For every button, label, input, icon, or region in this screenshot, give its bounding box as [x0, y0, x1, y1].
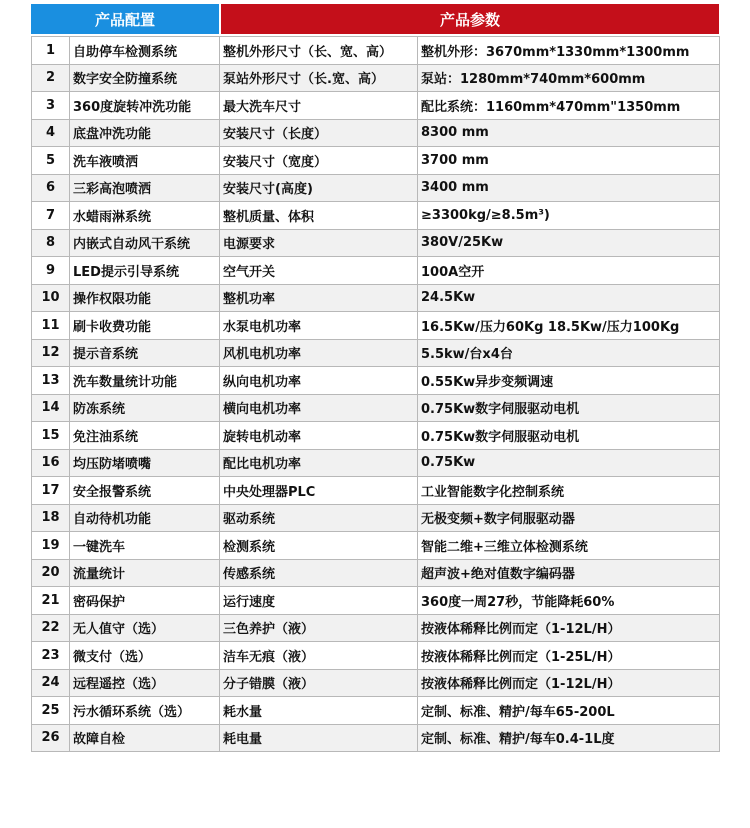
- row-number: 16: [32, 449, 70, 477]
- row-number: 26: [32, 724, 70, 752]
- config-feature: 水蜡雨淋系统: [70, 202, 220, 230]
- table-row: [32, 614, 720, 642]
- config-feature: LED提示引导系统: [70, 257, 220, 285]
- spec-table-body: [32, 37, 720, 752]
- product-config-header: 产品配置: [31, 4, 219, 34]
- table-row: [32, 312, 720, 340]
- param-name: 最大洗车尺寸: [220, 92, 418, 120]
- param-value: 按液体稀释比例而定（1-12L/H）: [418, 669, 720, 697]
- param-value: 380V/25Kw: [418, 229, 720, 257]
- config-feature: 一键洗车: [70, 532, 220, 560]
- param-name: 安装尺寸(高度): [220, 174, 418, 202]
- row-number: 21: [32, 587, 70, 615]
- table-row: [32, 532, 720, 560]
- row-number: 19: [32, 532, 70, 560]
- param-value: 超声波+绝对值数字编码器: [418, 559, 720, 587]
- row-number: 18: [32, 504, 70, 532]
- table-row: [32, 174, 720, 202]
- param-name: 中央处理器PLC: [220, 477, 418, 505]
- param-name: 整机外形尺寸（长、宽、高）: [220, 37, 418, 65]
- table-row: [32, 697, 720, 725]
- row-number: 24: [32, 669, 70, 697]
- param-name: 分子错膜（液）: [220, 669, 418, 697]
- config-feature: 洗车液喷洒: [70, 147, 220, 175]
- param-value: 配比系统：1160mm*470mm"1350mm: [418, 92, 720, 120]
- row-number: 2: [32, 64, 70, 92]
- config-feature: 安全报警系统: [70, 477, 220, 505]
- config-feature: 自动待机功能: [70, 504, 220, 532]
- param-value: 泵站：1280mm*740mm*600mm: [418, 64, 720, 92]
- config-feature: 提示音系统: [70, 339, 220, 367]
- table-row: [32, 284, 720, 312]
- param-name: 旋转电机动率: [220, 422, 418, 450]
- table-row: [32, 449, 720, 477]
- table-row: [32, 229, 720, 257]
- row-number: 12: [32, 339, 70, 367]
- row-number: 6: [32, 174, 70, 202]
- row-number: 22: [32, 614, 70, 642]
- param-value: 工业智能数字化控制系统: [418, 477, 720, 505]
- config-feature: 密码保护: [70, 587, 220, 615]
- config-feature: 360度旋转冲洗功能: [70, 92, 220, 120]
- config-feature: 防冻系统: [70, 394, 220, 422]
- table-row: [32, 92, 720, 120]
- config-feature: 污水循环系统（选）: [70, 697, 220, 725]
- param-value: 按液体稀释比例而定（1-12L/H）: [418, 614, 720, 642]
- param-name: 传感系统: [220, 559, 418, 587]
- table-row: [32, 504, 720, 532]
- row-number: 4: [32, 119, 70, 147]
- config-feature: 内嵌式自动风干系统: [70, 229, 220, 257]
- param-name: 电源要求: [220, 229, 418, 257]
- param-name: 泵站外形尺寸（长.宽、高）: [220, 64, 418, 92]
- row-number: 17: [32, 477, 70, 505]
- param-name: 水泵电机功率: [220, 312, 418, 340]
- param-value: 按液体稀释比例而定（1-25L/H）: [418, 642, 720, 670]
- param-name: 安装尺寸（宽度）: [220, 147, 418, 175]
- param-value: 定制、标准、精护/每车65-200L: [418, 697, 720, 725]
- param-value: 8300 mm: [418, 119, 720, 147]
- param-value: 整机外形：3670mm*1330mm*1300mm: [418, 37, 720, 65]
- param-name: 驱动系统: [220, 504, 418, 532]
- param-value: 3700 mm: [418, 147, 720, 175]
- param-name: 整机功率: [220, 284, 418, 312]
- row-number: 13: [32, 367, 70, 395]
- table-row: [32, 422, 720, 450]
- row-number: 15: [32, 422, 70, 450]
- table-row: [32, 559, 720, 587]
- config-feature: 均压防堵喷嘴: [70, 449, 220, 477]
- param-value: 24.5Kw: [418, 284, 720, 312]
- param-name: 运行速度: [220, 587, 418, 615]
- row-number: 5: [32, 147, 70, 175]
- param-name: 洁车无痕（液）: [220, 642, 418, 670]
- row-number: 20: [32, 559, 70, 587]
- row-number: 9: [32, 257, 70, 285]
- table-row: [32, 64, 720, 92]
- table-row: [32, 119, 720, 147]
- config-feature: 故障自检: [70, 724, 220, 752]
- table-row: [32, 724, 720, 752]
- config-feature: 微支付（选）: [70, 642, 220, 670]
- row-number: 25: [32, 697, 70, 725]
- param-value: 0.75Kw数字伺服驱动电机: [418, 422, 720, 450]
- row-number: 7: [32, 202, 70, 230]
- row-number: 10: [32, 284, 70, 312]
- config-feature: 洗车数量统计功能: [70, 367, 220, 395]
- row-number: 3: [32, 92, 70, 120]
- config-feature: 刷卡收费功能: [70, 312, 220, 340]
- config-feature: 免注油系统: [70, 422, 220, 450]
- table-row: [32, 477, 720, 505]
- config-feature: 操作权限功能: [70, 284, 220, 312]
- row-number: 14: [32, 394, 70, 422]
- table-row: [32, 202, 720, 230]
- spec-table: [31, 36, 720, 752]
- config-feature: 自助停车检测系统: [70, 37, 220, 65]
- row-number: 11: [32, 312, 70, 340]
- param-name: 耗水量: [220, 697, 418, 725]
- config-feature: 流量统计: [70, 559, 220, 587]
- config-feature: 远程遥控（选）: [70, 669, 220, 697]
- table-row: [32, 642, 720, 670]
- param-value: 16.5Kw/压力60Kg 18.5Kw/压力100Kg: [418, 312, 720, 340]
- param-name: 整机质量、体积: [220, 202, 418, 230]
- param-value: 100A空开: [418, 257, 720, 285]
- product-params-header: 产品参数: [221, 4, 719, 34]
- param-name: 检测系统: [220, 532, 418, 560]
- param-name: 横向电机功率: [220, 394, 418, 422]
- param-value: ≥3300kg/≥8.5m³): [418, 202, 720, 230]
- param-name: 三色养护（液）: [220, 614, 418, 642]
- param-value: 0.75Kw: [418, 449, 720, 477]
- table-row: [32, 367, 720, 395]
- param-name: 纵向电机功率: [220, 367, 418, 395]
- param-value: 0.75Kw数字伺服驱动电机: [418, 394, 720, 422]
- param-value: 5.5kw/台x4台: [418, 339, 720, 367]
- table-row: [32, 587, 720, 615]
- param-name: 安装尺寸（长度）: [220, 119, 418, 147]
- param-name: 风机电机功率: [220, 339, 418, 367]
- table-row: [32, 394, 720, 422]
- config-feature: 无人值守（选）: [70, 614, 220, 642]
- param-value: 360度一周27秒，节能降耗60%: [418, 587, 720, 615]
- row-number: 8: [32, 229, 70, 257]
- config-feature: 三彩高泡喷洒: [70, 174, 220, 202]
- param-value: 0.55Kw异步变频调速: [418, 367, 720, 395]
- param-value: 定制、标准、精护/每车0.4-1L度: [418, 724, 720, 752]
- config-feature: 底盘冲洗功能: [70, 119, 220, 147]
- param-value: 智能二维+三维立体检测系统: [418, 532, 720, 560]
- config-feature: 数字安全防撞系统: [70, 64, 220, 92]
- param-name: 配比电机功率: [220, 449, 418, 477]
- param-name: 空气开关: [220, 257, 418, 285]
- table-row: [32, 147, 720, 175]
- param-value: 3400 mm: [418, 174, 720, 202]
- row-number: 23: [32, 642, 70, 670]
- row-number: 1: [32, 37, 70, 65]
- param-name: 耗电量: [220, 724, 418, 752]
- table-row: [32, 339, 720, 367]
- table-row: [32, 37, 720, 65]
- table-row: [32, 257, 720, 285]
- table-row: [32, 669, 720, 697]
- param-value: 无极变频+数字伺服驱动器: [418, 504, 720, 532]
